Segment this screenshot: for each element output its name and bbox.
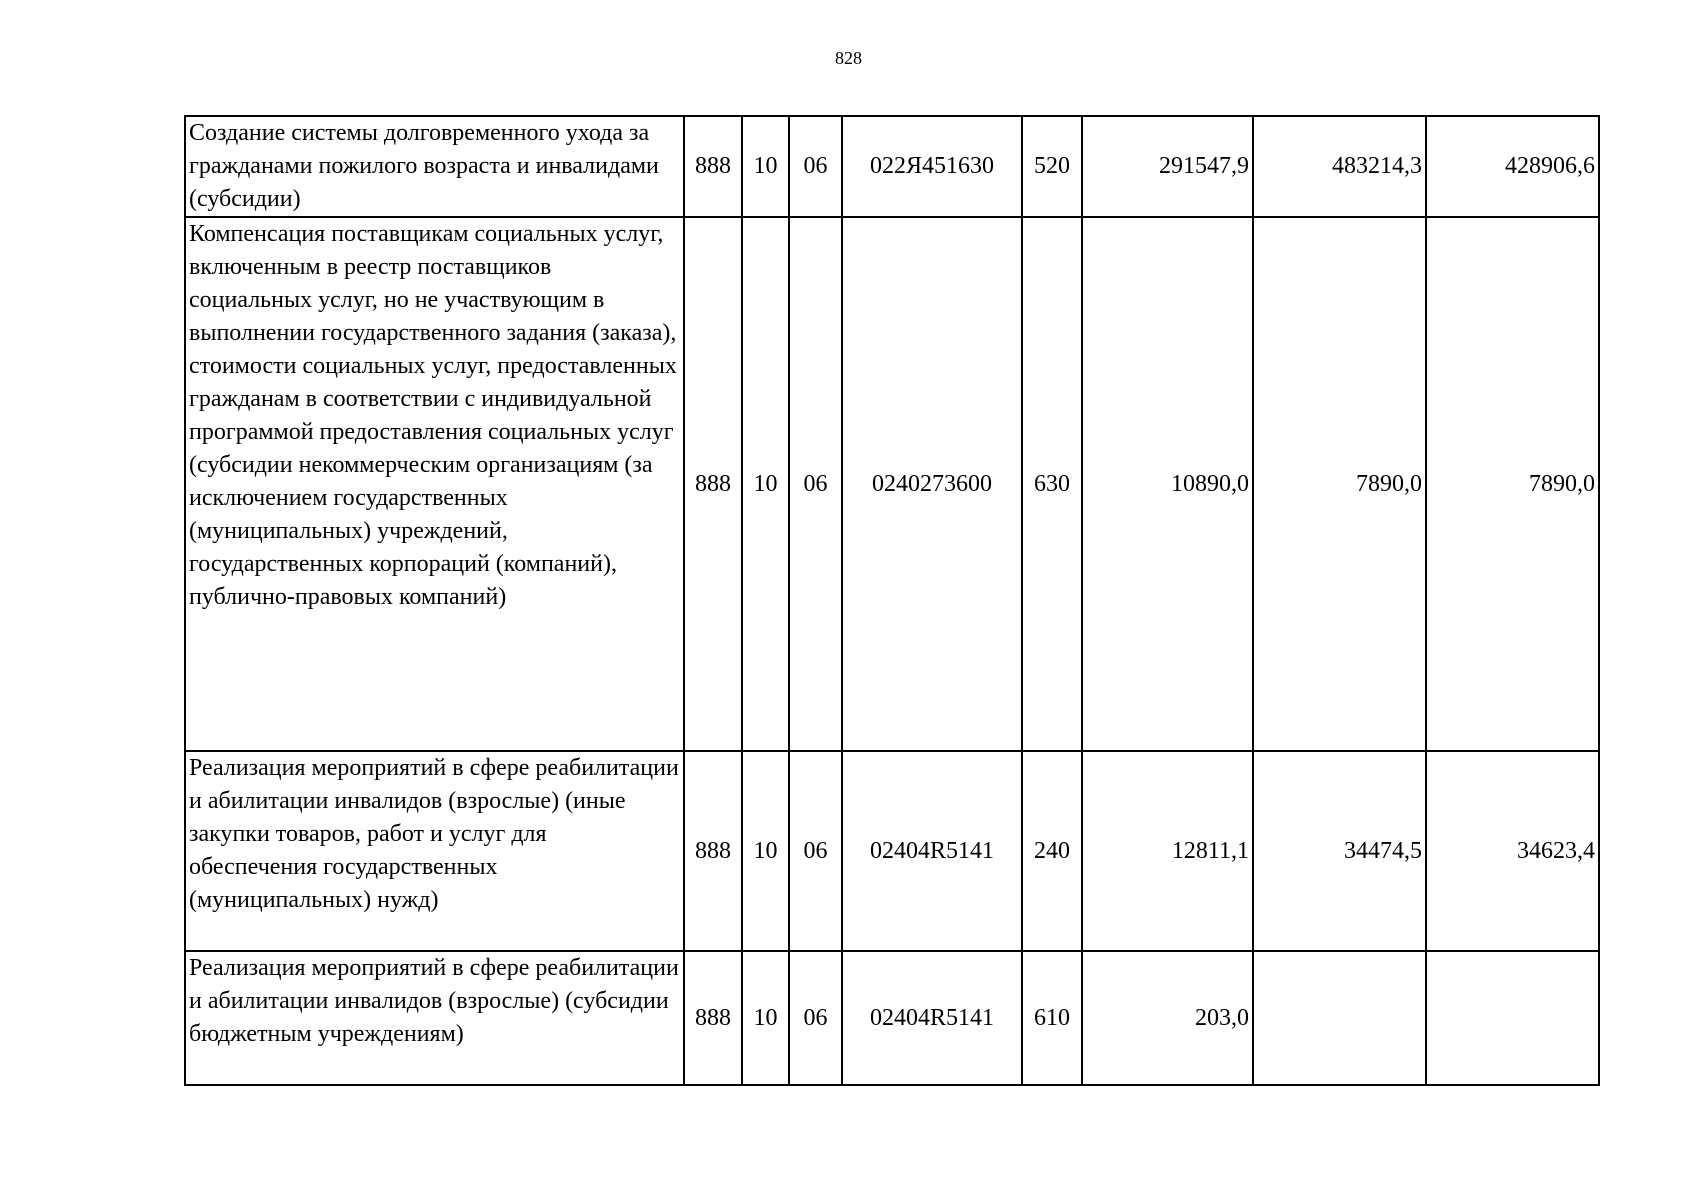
- row-grbs-code: 888: [684, 951, 742, 1085]
- row-grbs-code: 888: [684, 217, 742, 751]
- row-expense-type-code: 240: [1022, 751, 1082, 951]
- row-description: Компенсация поставщикам социальных услуг, включенным в реестр поставщиков социальных услуг, но не участвующим в выполнении государственного задания (заказа), стоимости социальных услуг, предоставленных гражданам в соответствии с индивидуальной программой предоставления социальных услуг (субсидии некоммерческим организациям (за исключением государственных (муниципальных) учреждений, государственных корпораций (компаний), публично-правовых компаний): [185, 217, 684, 751]
- row-section-code: 10: [742, 751, 789, 951]
- row-amount-2: [1253, 951, 1426, 1085]
- row-section-code: 10: [742, 116, 789, 217]
- table-row: [185, 116, 1599, 217]
- row-amount-1: 12811,1: [1082, 751, 1253, 951]
- row-section-code: 10: [742, 951, 789, 1085]
- row-description: Создание системы долговременного ухода за гражданами пожилого возраста и инвалидами (субсидии): [185, 116, 684, 217]
- row-amount-1: 291547,9: [1082, 116, 1253, 217]
- table-row: [185, 217, 1599, 751]
- row-amount-2: 7890,0: [1253, 217, 1426, 751]
- row-amount-3: 34623,4: [1426, 751, 1599, 951]
- row-amount-3: [1426, 951, 1599, 1085]
- row-amount-2: 34474,5: [1253, 751, 1426, 951]
- row-subsection-code: 06: [789, 116, 842, 217]
- row-description: Реализация мероприятий в сфере реабилитации и абилитации инвалидов (взрослые) (иные закупки товаров, работ и услуг для обеспечения государственных (муниципальных) нужд): [185, 751, 684, 951]
- row-expense-type-code: 520: [1022, 116, 1082, 217]
- row-grbs-code: 888: [684, 751, 742, 951]
- row-target-article-code: 02404R5141: [842, 751, 1022, 951]
- table-row: [185, 951, 1599, 1085]
- row-description: Реализация мероприятий в сфере реабилитации и абилитации инвалидов (взрослые) (субсидии бюджетным учреждениям): [185, 951, 684, 1085]
- row-grbs-code: 888: [684, 116, 742, 217]
- row-amount-2: 483214,3: [1253, 116, 1426, 217]
- page-number: 828: [835, 48, 862, 68]
- row-target-article-code: 022Я451630: [842, 116, 1022, 217]
- table-row: [185, 751, 1599, 951]
- row-amount-3: 7890,0: [1426, 217, 1599, 751]
- row-amount-3: 428906,6: [1426, 116, 1599, 217]
- row-section-code: 10: [742, 217, 789, 751]
- row-expense-type-code: 630: [1022, 217, 1082, 751]
- row-target-article-code: 02404R5141: [842, 951, 1022, 1085]
- row-expense-type-code: 610: [1022, 951, 1082, 1085]
- row-amount-1: 10890,0: [1082, 217, 1253, 751]
- row-subsection-code: 06: [789, 951, 842, 1085]
- row-target-article-code: 0240273600: [842, 217, 1022, 751]
- row-subsection-code: 06: [789, 217, 842, 751]
- budget-table: [184, 115, 1600, 1086]
- row-amount-1: 203,0: [1082, 951, 1253, 1085]
- row-subsection-code: 06: [789, 751, 842, 951]
